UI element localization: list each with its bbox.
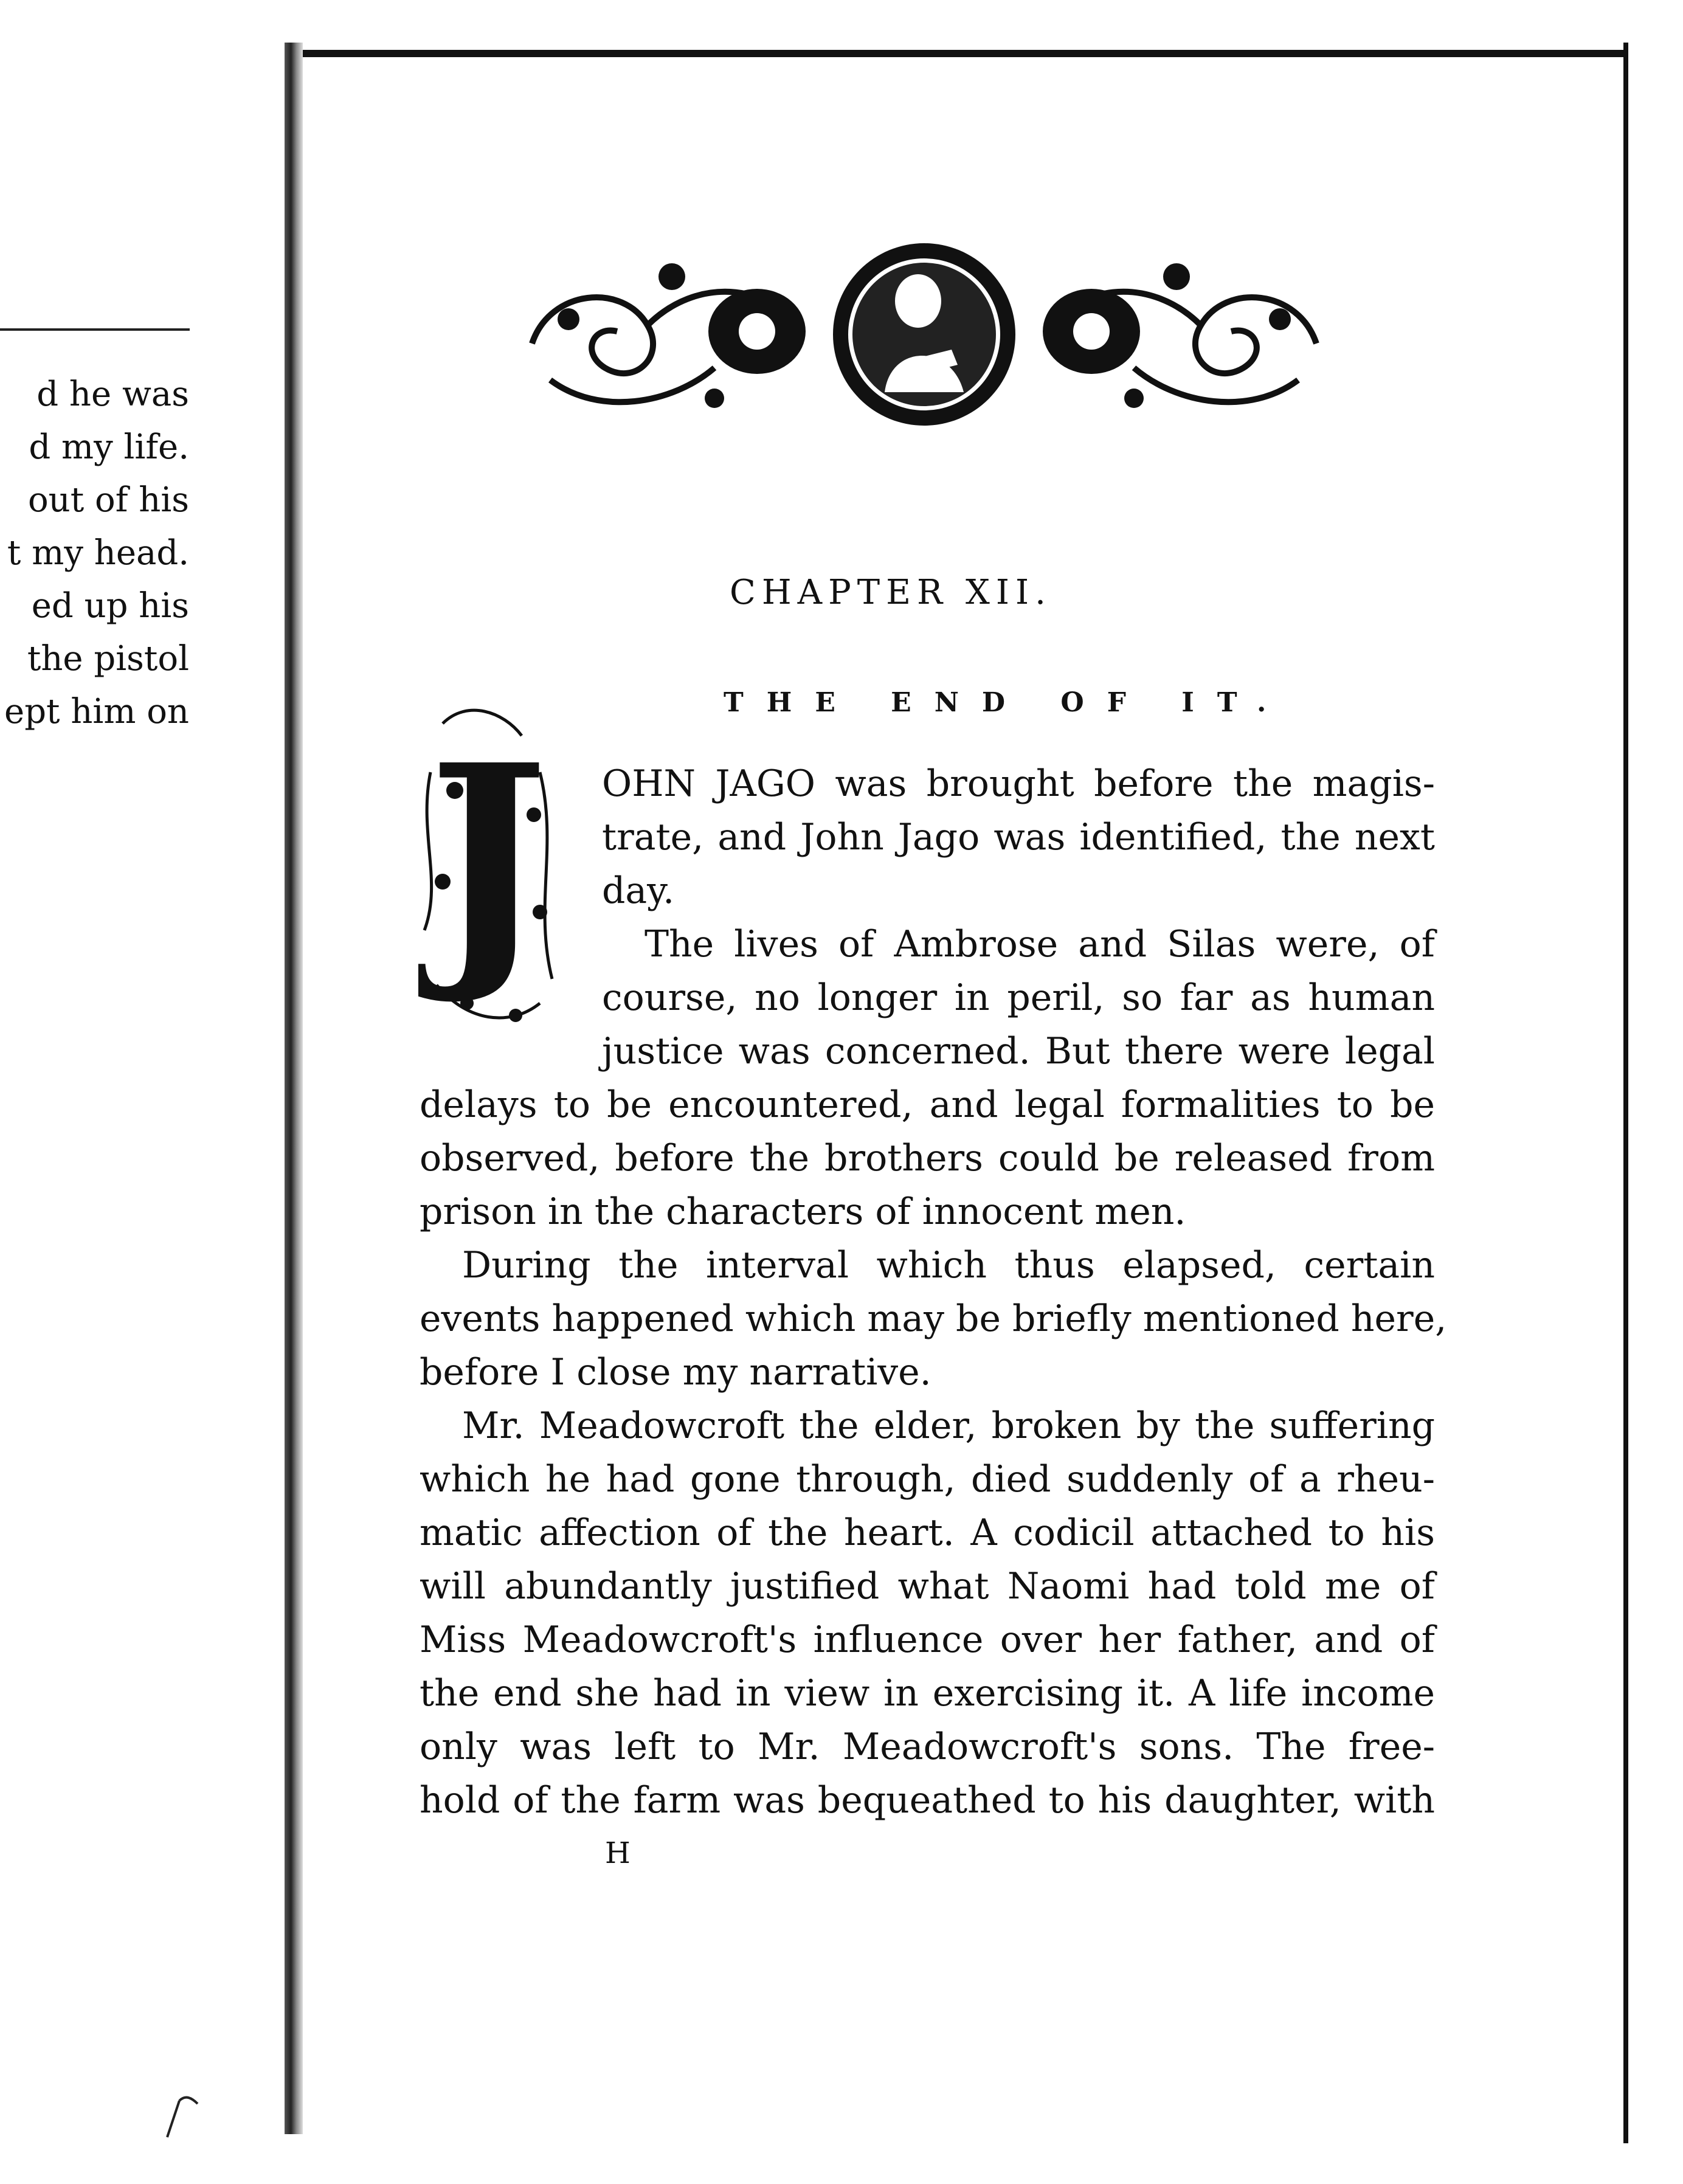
text-line: During the interval which thus elapsed, certain: [462, 1244, 1435, 1287]
text-line: the end she had in view in exercising it. A life income: [420, 1672, 1435, 1715]
text-line: will abundantly justified what Naomi had told me of: [420, 1565, 1435, 1608]
text-line: matic affection of the heart. A codicil attached to his: [420, 1512, 1435, 1554]
left-line: d he was: [36, 375, 189, 414]
text-line: course, no longer in peril, so far as human: [602, 976, 1435, 1019]
text-line: Miss Meadowcroft's influence over her father, and of: [420, 1619, 1435, 1661]
text-line: only was left to Mr. Meadowcroft's sons. The free-: [420, 1726, 1435, 1768]
text-line: which he had gone through, died suddenly of a rheu-: [420, 1458, 1435, 1501]
book-gutter: [285, 43, 303, 2134]
page-top-edge: [303, 50, 1628, 57]
text-line: justice was concerned. But there were legal: [602, 1030, 1435, 1073]
text-line: Mr. Meadowcroft the elder, broken by the suffering: [462, 1405, 1435, 1447]
left-page: [0, 43, 289, 2134]
page-right-edge: [1623, 43, 1628, 2143]
left-line: the pistol: [27, 639, 189, 679]
left-line: ept him on: [4, 692, 189, 731]
chapter-heading: CHAPTER XII.: [730, 573, 1052, 612]
scan-smudge: [164, 2092, 201, 2140]
signature-mark: H: [605, 1836, 633, 1870]
text-line: before I close my narrative.: [420, 1351, 931, 1394]
left-line: out of his: [27, 480, 189, 520]
text-line: delays to be encountered, and legal formalities to be: [420, 1083, 1435, 1126]
ornamental-headpiece: [514, 240, 1335, 429]
left-page-text: [0, 368, 189, 738]
text-line: observed, before the brothers could be released from: [420, 1137, 1435, 1180]
left-line: ed up his: [31, 586, 189, 626]
text-line: trate, and John Jago was identified, the next: [602, 816, 1435, 859]
body-text: [420, 757, 1447, 1827]
text-line: day.: [602, 869, 675, 912]
drop-cap-letter: J: [427, 710, 549, 1009]
text-line: hold of the farm was bequeathed to his daughter, with: [420, 1779, 1435, 1822]
left-page-rule: [0, 328, 190, 331]
left-line: d my life.: [29, 427, 189, 467]
text-line: The lives of Ambrose and Silas were, of: [645, 923, 1435, 966]
text-line: OHN JAGO was brought before the magis-: [602, 762, 1435, 805]
chapter-title: THE END OF IT.: [724, 687, 1290, 718]
text-line: prison in the characters of innocent men.: [420, 1190, 1186, 1233]
text-line: events happened which may be briefly mentioned here,: [420, 1298, 1447, 1340]
left-line: t my head.: [7, 533, 189, 573]
